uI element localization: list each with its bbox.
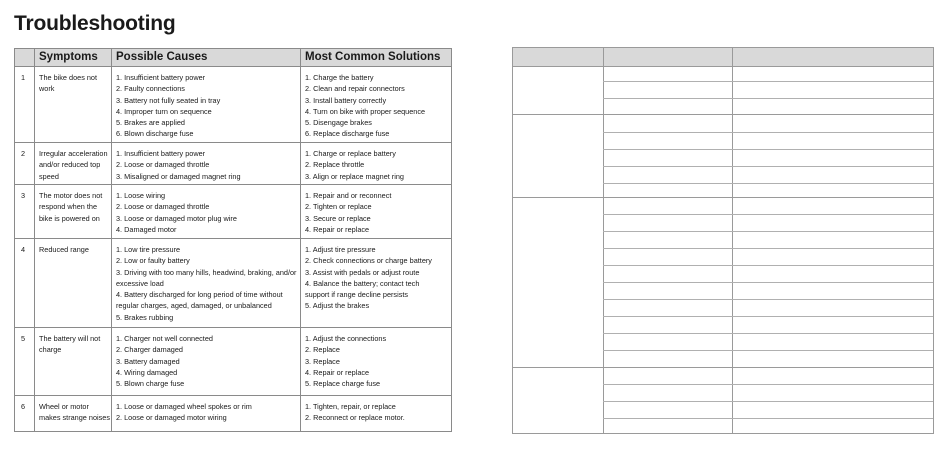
cell-line: 1. Insufficient battery power (116, 149, 206, 158)
blank-row-divider (603, 166, 933, 167)
cell-line: 4. Balance the battery; contact tech (305, 278, 420, 288)
blank-row-divider (603, 401, 933, 402)
solutions-cell (301, 396, 451, 431)
blank-notes-table (512, 47, 934, 434)
cell-line: support if range decline persists (305, 290, 409, 300)
blank-row-divider (513, 197, 933, 198)
cell-line: 4. Wiring damaged (116, 367, 178, 377)
table-row (15, 143, 451, 185)
symptom-cell (35, 185, 112, 238)
blank-row-divider (603, 231, 933, 232)
cell-line: 2. Loose or damaged motor wiring (116, 413, 227, 423)
cell-line: 1. Tighten, repair, or replace (305, 402, 396, 411)
cell-line: 2. Replace (305, 345, 340, 355)
cell-line: 2 (21, 149, 26, 158)
cell-line: and/or reduced top (39, 160, 101, 170)
cell-line: 1. Insufficient battery power (116, 73, 206, 82)
blank-row-divider (603, 98, 933, 99)
blank-row-divider (603, 81, 933, 82)
blank-row-divider (603, 132, 933, 133)
cell-line: 5. Blown charge fuse (116, 379, 185, 389)
row-number (15, 185, 35, 238)
blank-row-divider (603, 299, 933, 300)
cell-line: excessive load (116, 278, 164, 288)
cell-line: 3. Align or replace magnet ring (305, 171, 404, 181)
table-row (15, 396, 451, 431)
causes-cell (112, 143, 301, 184)
page-title: Troubleshooting (14, 12, 176, 35)
row-number (15, 328, 35, 395)
cell-line: 5. Adjust the brakes (305, 301, 370, 311)
cell-line: speed (39, 171, 59, 181)
blank-row-divider (603, 265, 933, 266)
cell-line: 3. Misaligned or damaged magnet ring (116, 171, 241, 181)
cell-line: 6 (21, 402, 26, 411)
header-solutions: Most Common Solutions (305, 51, 441, 63)
causes-cell (112, 328, 301, 395)
cell-line: 4. Improper turn on sequence (116, 106, 212, 116)
cell-line: The bike does not (39, 73, 98, 82)
causes-cell (112, 67, 301, 142)
cell-line: 3. Assist with pedals or adjust route (305, 267, 420, 277)
blank-col-divider (603, 48, 604, 433)
blank-col-divider (732, 48, 733, 433)
cell-line: respond when the (39, 202, 98, 212)
cell-line: The motor does not (39, 191, 103, 200)
symptom-cell (35, 143, 112, 184)
row-number (15, 143, 35, 184)
row-number (15, 67, 35, 142)
cell-line: 3 (21, 191, 26, 200)
cell-line: charge (39, 345, 62, 355)
cell-line: 4. Turn on bike with proper sequence (305, 106, 426, 116)
cell-line: 2. Replace throttle (305, 160, 365, 170)
blank-row-divider (603, 149, 933, 150)
header-symptoms: Symptoms (35, 49, 112, 66)
header-causes: Possible Causes (112, 49, 301, 66)
cell-line: 1. Charge or replace battery (305, 149, 396, 158)
cell-line: 3. Replace (305, 356, 340, 366)
cell-line: 1. Low tire pressure (116, 245, 181, 254)
cell-line: 3. Battery not fully seated in tray (116, 95, 221, 105)
blank-row-divider (603, 418, 933, 419)
blank-row-divider (603, 350, 933, 351)
symptom-cell (35, 67, 112, 142)
cell-line: 3. Driving with too many hills, headwind, braking, and/or (116, 267, 297, 277)
cell-line: 3. Install battery correctly (305, 95, 387, 105)
cell-line: 5 (21, 334, 26, 343)
blank-table-header (513, 48, 933, 67)
causes-cell (112, 396, 301, 431)
solutions-cell (301, 67, 451, 142)
cell-line: regular charges, aged, damaged, or unbalanced (116, 301, 272, 311)
cell-line: 2. Check connections or charge battery (305, 256, 432, 266)
cell-line: 5. Replace charge fuse (305, 379, 381, 389)
cell-line: 2. Low or faulty battery (116, 256, 190, 266)
solutions-cell (301, 185, 451, 238)
cell-line: 3. Battery damaged (116, 356, 180, 366)
table-header (15, 49, 451, 67)
cell-line: 4. Damaged motor (116, 224, 177, 234)
cell-line: work (39, 84, 55, 94)
row-number (15, 396, 35, 431)
cell-line: 5. Disengage brakes (305, 118, 372, 128)
cell-line: 1. Repair and or reconnect (305, 191, 392, 200)
symptom-cell (35, 239, 112, 327)
cell-line: 6. Blown discharge fuse (116, 129, 194, 139)
symptom-cell (35, 328, 112, 395)
cell-line: 5. Brakes rubbing (116, 312, 174, 322)
cell-line: Wheel or motor (39, 402, 89, 411)
cell-line: 4 (21, 245, 26, 254)
cell-line: 1. Adjust the connections (305, 334, 387, 343)
cell-line: 1. Loose wiring (116, 191, 166, 200)
table-row (15, 328, 451, 396)
solutions-cell (301, 143, 451, 184)
cell-line: 1. Charge the battery (305, 73, 374, 82)
cell-line: 2. Reconnect or replace motor. (305, 413, 405, 423)
table-row (15, 239, 451, 328)
table-row (15, 185, 451, 239)
header-number (15, 49, 35, 66)
blank-row-divider (513, 367, 933, 368)
cell-line: Irregular acceleration (39, 149, 108, 158)
solutions-cell (301, 328, 451, 395)
cell-line: 2. Loose or damaged throttle (116, 202, 210, 212)
cell-line: 2. Loose or damaged throttle (116, 160, 210, 170)
causes-cell (112, 185, 301, 238)
table-row (15, 67, 451, 143)
cell-line: 2. Clean and repair connectors (305, 84, 405, 94)
cell-line: 1 (21, 73, 26, 82)
blank-row-divider (603, 316, 933, 317)
blank-row-divider (603, 282, 933, 283)
causes-cell (112, 239, 301, 327)
blank-row-divider (603, 248, 933, 249)
blank-row-divider (603, 214, 933, 215)
cell-line: makes strange noises (39, 413, 110, 423)
cell-line: 2. Faulty connections (116, 84, 185, 94)
cell-line: 3. Loose or damaged motor plug wire (116, 213, 237, 223)
cell-line: Reduced range (39, 245, 89, 254)
cell-line: 6. Replace discharge fuse (305, 129, 390, 139)
cell-line: 4. Repair or replace (305, 224, 370, 234)
cell-line: 4. Repair or replace (305, 367, 370, 377)
symptom-cell (35, 396, 112, 431)
cell-line: 3. Secure or replace (305, 213, 371, 223)
row-number (15, 239, 35, 327)
blank-row-divider (513, 114, 933, 115)
cell-line: 2. Tighten or replace (305, 202, 372, 212)
troubleshooting-table (14, 48, 452, 432)
blank-row-divider (603, 333, 933, 334)
cell-line: 1. Loose or damaged wheel spokes or rim (116, 402, 252, 411)
cell-line: 4. Battery discharged for long period of time without (116, 290, 283, 300)
blank-row-divider (603, 183, 933, 184)
cell-line: bike is powered on (39, 213, 100, 223)
blank-row-divider (603, 384, 933, 385)
cell-line: 1. Adjust tire pressure (305, 245, 376, 254)
cell-line: The battery will not (39, 334, 101, 343)
cell-line: 5. Brakes are applied (116, 118, 185, 128)
cell-line: 2. Charger damaged (116, 345, 183, 355)
solutions-cell (301, 239, 451, 327)
cell-line: 1. Charger not well connected (116, 334, 213, 343)
